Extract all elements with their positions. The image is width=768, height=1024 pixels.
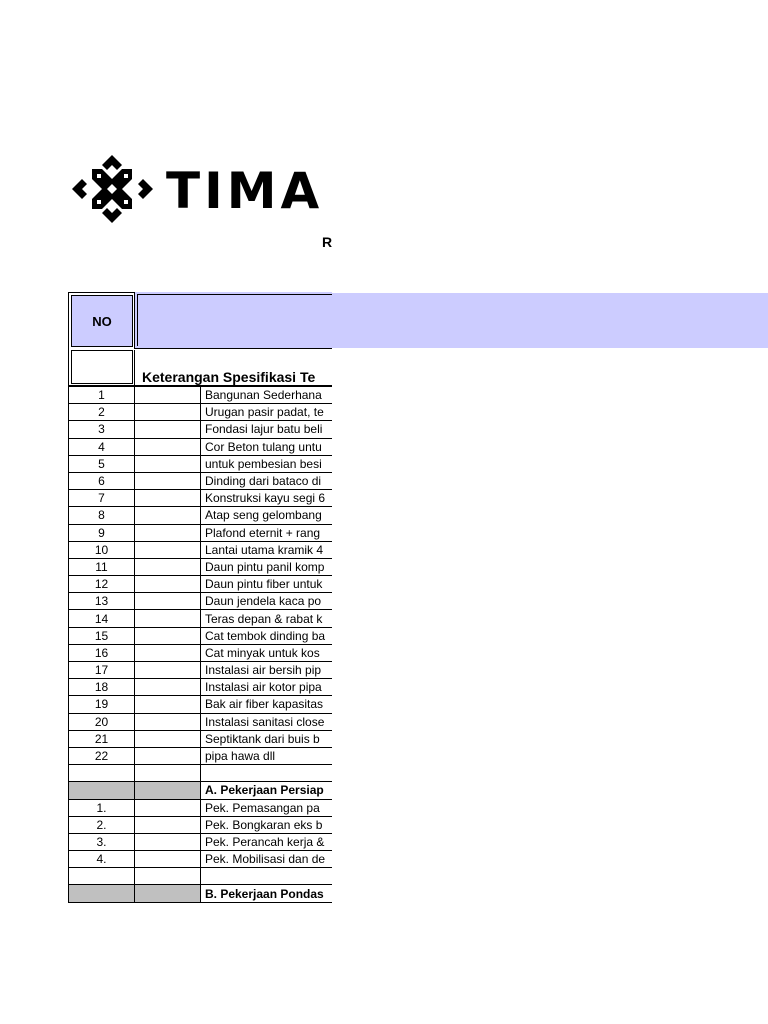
company-name: TIMA [166, 162, 324, 220]
header-band [332, 293, 768, 348]
table-row [69, 662, 333, 679]
table-row [69, 679, 333, 696]
row-spacer [135, 387, 201, 404]
row-number: 2. [69, 816, 135, 833]
table-row [69, 799, 333, 816]
row-spacer [135, 782, 201, 799]
row-spacer [135, 868, 201, 885]
row-spacer [135, 644, 201, 661]
row-description: Instalasi sanitasi close [201, 713, 333, 730]
table-row [69, 765, 333, 782]
row-spacer [135, 696, 201, 713]
row-number [69, 868, 135, 885]
row-number [69, 885, 135, 902]
table-row [69, 627, 333, 644]
row-number [69, 765, 135, 782]
row-spacer [135, 472, 201, 489]
table-row [69, 438, 333, 455]
row-number: 17 [69, 662, 135, 679]
row-description: Fondasi lajur batu beli [201, 421, 333, 438]
table-row [69, 593, 333, 610]
row-number: 3. [69, 833, 135, 850]
spec-table [68, 386, 333, 903]
row-number: 1 [69, 387, 135, 404]
row-number: 15 [69, 627, 135, 644]
table-row [69, 730, 333, 747]
row-number: 6 [69, 472, 135, 489]
row-description [201, 868, 333, 885]
row-spacer [135, 799, 201, 816]
row-number: 7 [69, 490, 135, 507]
row-spacer [135, 765, 201, 782]
table-row [69, 421, 333, 438]
row-spacer [135, 885, 201, 902]
row-number: 4 [69, 438, 135, 455]
table-row [69, 404, 333, 421]
section-row [69, 885, 333, 902]
row-spacer [135, 438, 201, 455]
row-number: 9 [69, 524, 135, 541]
row-spacer [135, 610, 201, 627]
table-row [69, 644, 333, 661]
row-description: Atap seng gelombang [201, 507, 333, 524]
row-spacer [135, 490, 201, 507]
row-spacer [135, 404, 201, 421]
row-description: untuk pembesian besi [201, 455, 333, 472]
row-description: Pek. Bongkaran eks b [201, 816, 333, 833]
row-number: 11 [69, 558, 135, 575]
row-description: Instalasi air kotor pipa [201, 679, 333, 696]
row-description: Daun jendela kaca po [201, 593, 333, 610]
table-row [69, 851, 333, 868]
row-spacer [135, 679, 201, 696]
row-description: A. Pekerjaan Persiap [201, 782, 333, 799]
row-number [69, 782, 135, 799]
row-description [201, 765, 333, 782]
row-description: Dinding dari bataco di [201, 472, 333, 489]
row-description: Urugan pasir padat, te [201, 404, 333, 421]
row-spacer [135, 662, 201, 679]
row-spacer [135, 576, 201, 593]
row-spacer [135, 627, 201, 644]
row-spacer [135, 747, 201, 764]
row-spacer [135, 524, 201, 541]
section-row [69, 782, 333, 799]
row-number: 21 [69, 730, 135, 747]
row-number: 13 [69, 593, 135, 610]
row-spacer [135, 730, 201, 747]
row-number: 14 [69, 610, 135, 627]
row-description: B. Pekerjaan Pondas [201, 885, 333, 902]
table-row [69, 747, 333, 764]
row-description: Teras depan & rabat k [201, 610, 333, 627]
row-number: 16 [69, 644, 135, 661]
table-row [69, 558, 333, 575]
table-row [69, 507, 333, 524]
row-number: 5 [69, 455, 135, 472]
row-description: Pek. Perancah kerja & [201, 833, 333, 850]
row-spacer [135, 558, 201, 575]
row-description: Plafond eternit + rang [201, 524, 333, 541]
row-number: 8 [69, 507, 135, 524]
row-number: 18 [69, 679, 135, 696]
table-row [69, 490, 333, 507]
row-number: 22 [69, 747, 135, 764]
row-number: 19 [69, 696, 135, 713]
table-row [69, 610, 333, 627]
row-description: Pek. Pemasangan pa [201, 799, 333, 816]
row-spacer [135, 851, 201, 868]
document-subtitle: R [322, 234, 333, 250]
table-row [69, 524, 333, 541]
row-spacer [135, 455, 201, 472]
table-row [69, 541, 333, 558]
table-row [69, 387, 333, 404]
row-number: 4. [69, 851, 135, 868]
row-description: Cor Beton tulang untu [201, 438, 333, 455]
table-row [69, 833, 333, 850]
row-number: 10 [69, 541, 135, 558]
table-row [69, 713, 333, 730]
row-spacer [135, 816, 201, 833]
row-description: Lantai utama kramik 4 [201, 541, 333, 558]
company-logo-icon [70, 153, 155, 225]
table-row [69, 816, 333, 833]
row-description: Cat tembok dinding ba [201, 627, 333, 644]
row-number: 20 [69, 713, 135, 730]
row-description: Septiktank dari buis b [201, 730, 333, 747]
row-number: 2 [69, 404, 135, 421]
row-number: 1. [69, 799, 135, 816]
row-description: Konstruksi kayu segi 6 [201, 490, 333, 507]
row-description: Pek. Mobilisasi dan de [201, 851, 333, 868]
row-spacer [135, 593, 201, 610]
subheader-no-cell [71, 350, 133, 384]
page-blank-area [332, 386, 768, 946]
row-description: Bangunan Sederhana [201, 387, 333, 404]
table-row [69, 576, 333, 593]
header-no-cell: NO [71, 295, 133, 347]
row-description: Instalasi air bersih pip [201, 662, 333, 679]
spec-title: Keterangan Spesifikasi Te [142, 369, 316, 385]
row-description: Bak air fiber kapasitas [201, 696, 333, 713]
row-number: 3 [69, 421, 135, 438]
table-row [69, 472, 333, 489]
table-row [69, 868, 333, 885]
row-spacer [135, 833, 201, 850]
row-spacer [135, 541, 201, 558]
header-description-cell [134, 292, 332, 349]
row-spacer [135, 421, 201, 438]
row-description: Daun pintu panil komp [201, 558, 333, 575]
row-description: pipa hawa dll [201, 747, 333, 764]
row-number: 12 [69, 576, 135, 593]
table-row [69, 455, 333, 472]
table-row [69, 696, 333, 713]
row-spacer [135, 507, 201, 524]
row-spacer [135, 713, 201, 730]
row-description: Daun pintu fiber untuk [201, 576, 333, 593]
row-description: Cat minyak untuk kos [201, 644, 333, 661]
